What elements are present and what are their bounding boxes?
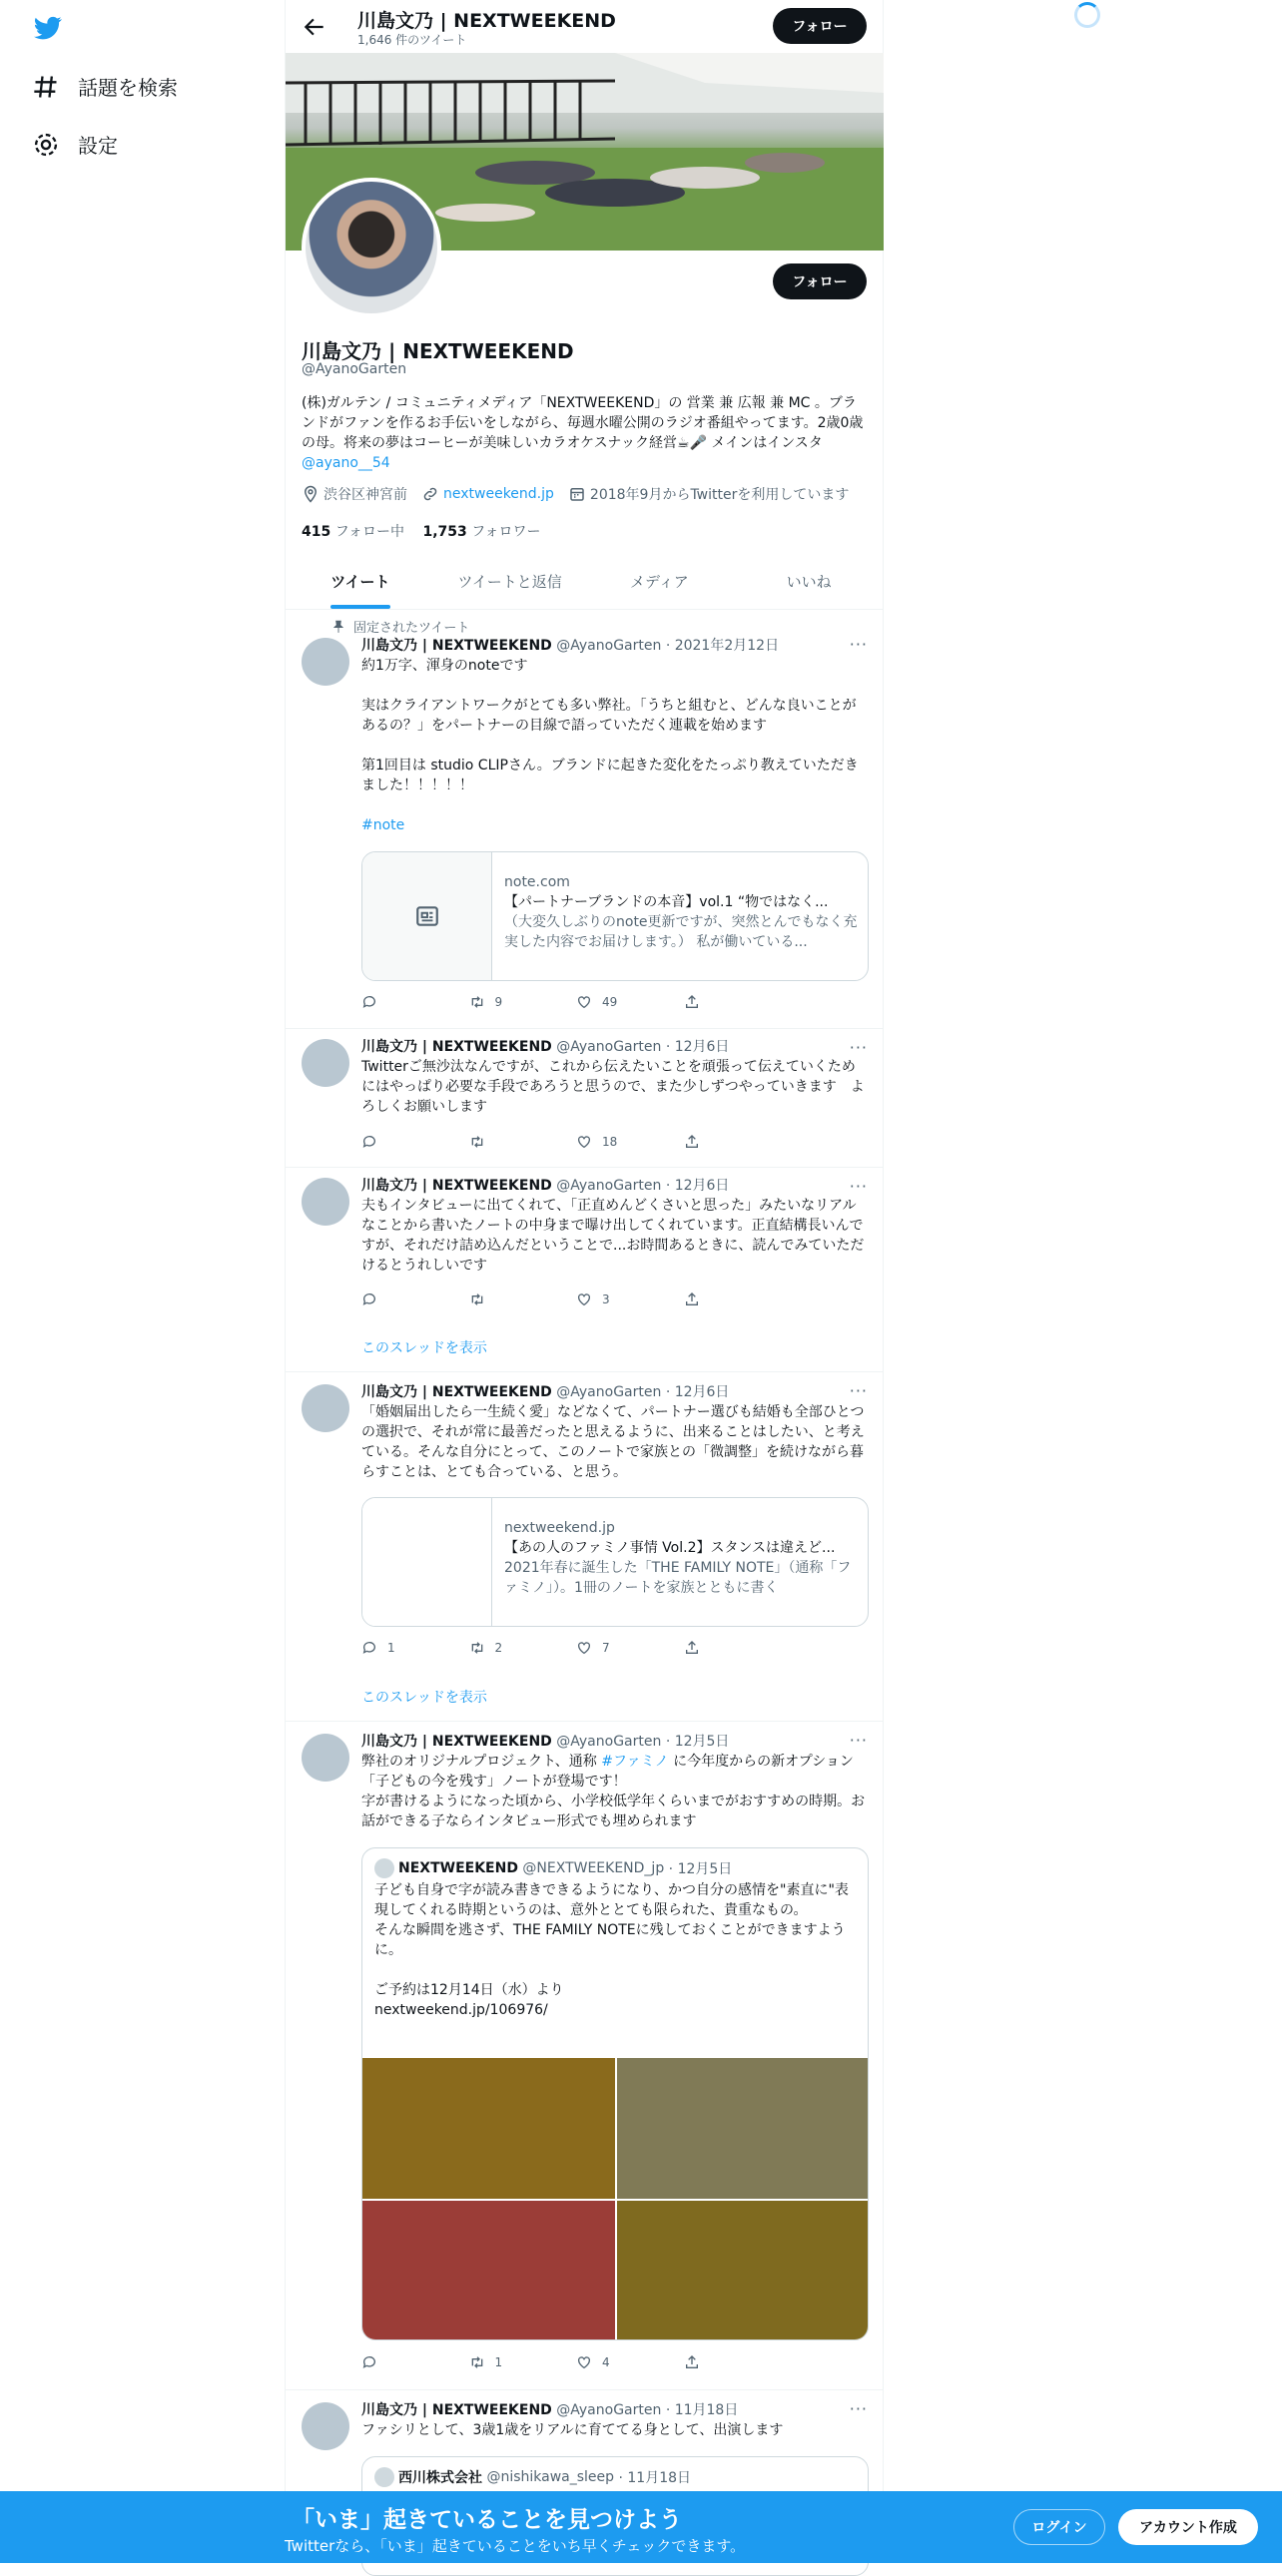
retweet-icon xyxy=(469,1134,485,1150)
nav-explore[interactable] xyxy=(32,72,178,101)
like-button[interactable] xyxy=(576,1134,684,1150)
like-button[interactable] xyxy=(576,1291,684,1307)
nav-settings-label: 設定 xyxy=(78,134,118,158)
tweet-actions xyxy=(361,1291,791,1307)
quote-text: 子ども自身で字が読み書きできるようになり、かつ自分の感情を"素直に"表現してくれる時期というのは、意外ととても限られた、貴重なもの。 そんな瞬間を逃さず、THE FAMILY NOTEに残しておくことができますように。 ご予約は12月14日（水）より nextweekend.jp/106976/ xyxy=(374,1882,849,2018)
link-card[interactable] xyxy=(361,1497,869,1627)
share-icon xyxy=(684,994,700,1010)
nav-explore-label: 話題を検索 xyxy=(78,76,178,100)
profile-name: 川島文乃 | NEXTWEEKEND xyxy=(302,339,574,363)
tweet[interactable] xyxy=(286,1168,884,1372)
tweet-hashtag[interactable]: #note xyxy=(361,817,405,833)
profile-handle: @AyanoGarten xyxy=(302,361,407,377)
quote-author-name: NEXTWEEKEND xyxy=(398,1860,518,1876)
tweet-pinned[interactable] xyxy=(286,610,884,1029)
more-icon[interactable]: ··· xyxy=(849,1731,868,1750)
tweet-author-name[interactable]: 川島文乃 | NEXTWEEKEND xyxy=(361,2402,552,2418)
share-icon xyxy=(684,1134,700,1150)
card-thumbnail xyxy=(362,852,492,980)
tab-media[interactable]: メディア xyxy=(629,573,689,591)
quote-author-name: 西川株式会社 xyxy=(398,2470,482,2486)
tweet-text xyxy=(361,1752,869,1831)
location-pin-icon xyxy=(302,485,320,503)
tweet-actions xyxy=(361,1134,791,1150)
tweet-date[interactable]: · 12月6日 xyxy=(665,1039,730,1055)
reply-count: 1 xyxy=(387,1641,395,1655)
profile-bio xyxy=(302,393,869,473)
tweet-author-name[interactable]: 川島文乃 | NEXTWEEKEND xyxy=(361,1178,552,1194)
tweet[interactable] xyxy=(286,1029,884,1168)
following-link[interactable] xyxy=(302,524,404,540)
share-icon xyxy=(684,1291,700,1307)
link-icon xyxy=(421,485,439,503)
tweet-hashtag[interactable]: #ファミノ xyxy=(601,1754,669,1770)
tweet[interactable] xyxy=(286,1722,884,2390)
followers-link[interactable] xyxy=(422,524,540,540)
following-count: 415 xyxy=(302,524,331,540)
nav-settings[interactable] xyxy=(32,130,118,159)
more-icon[interactable]: ··· xyxy=(849,635,868,654)
show-thread-link[interactable]: このスレッドを表示 xyxy=(361,1690,487,1706)
tweet-avatar[interactable] xyxy=(302,1178,349,1226)
share-button[interactable] xyxy=(684,1640,792,1656)
share-icon xyxy=(684,2354,700,2370)
link-card[interactable] xyxy=(361,851,869,981)
like-count: 3 xyxy=(602,1292,610,1306)
tweet-author-name[interactable]: 川島文乃 | NEXTWEEKEND xyxy=(361,1384,552,1400)
loading-spinner-icon xyxy=(1074,2,1100,28)
tweet-author-line xyxy=(361,636,869,656)
more-icon[interactable]: ··· xyxy=(849,1038,868,1057)
hashtag-icon xyxy=(32,73,60,101)
quote-handle: @nishikawa_sleep xyxy=(486,2469,615,2485)
location-text: 渋谷区神宮前 xyxy=(323,487,407,503)
profile-follow-button[interactable]: フォロー xyxy=(773,263,867,299)
tweet-author-name[interactable]: 川島文乃 | NEXTWEEKEND xyxy=(361,638,552,654)
card-thumbnail xyxy=(362,1498,492,1626)
quote-date: · 12月5日 xyxy=(668,1861,733,1877)
reply-icon xyxy=(361,1640,377,1656)
share-button[interactable] xyxy=(684,1291,792,1307)
header-follow-button[interactable]: フォロー xyxy=(773,8,867,44)
reply-icon xyxy=(361,1134,377,1150)
retweet-button[interactable] xyxy=(469,1134,577,1150)
show-thread-link[interactable]: このスレッドを表示 xyxy=(361,1340,487,1356)
pinned-label-text: 固定されたツイート xyxy=(353,621,470,636)
twitter-logo-icon[interactable] xyxy=(32,14,64,42)
tweet-author-line xyxy=(361,1176,869,1196)
tweet-avatar[interactable] xyxy=(302,1039,349,1087)
following-label: フォロー中 xyxy=(334,524,404,540)
header-tweet-count: 1,646 件のツイート xyxy=(357,33,467,47)
like-button[interactable] xyxy=(576,994,684,1010)
tweet-text: Twitterご無沙汰なんですが、これから伝えたいことを頑張って伝えていくためにはやっぱり必要な手段であろうと思うので、また少しずつやっていきます よろしくお願いします xyxy=(361,1059,865,1115)
quote-media-grid xyxy=(362,2058,869,2340)
tweet-handle[interactable]: @AyanoGarten xyxy=(556,2402,662,2418)
tweet-text: 夫もインタビューに出てくれて、「正直めんどくさいと思った」みたいなリアルなことから書いたノートの中身まで曝け出してくれています。正直結構長いんですが、それだけ詰め込んだということで...お時間あるときに、読んでみていただけるとうれしいです xyxy=(361,1198,865,1274)
reply-button[interactable] xyxy=(361,2354,469,2370)
quote-date: · 11月18日 xyxy=(618,2470,692,2486)
retweet-icon xyxy=(469,1640,485,1656)
tweet-actions xyxy=(361,2354,791,2370)
tweet-actions xyxy=(361,994,791,1010)
profile-stats xyxy=(302,521,541,541)
tweet-avatar[interactable] xyxy=(302,2402,349,2450)
tweet-handle[interactable]: @AyanoGarten xyxy=(556,1039,662,1055)
login-button[interactable]: ログイン xyxy=(1013,2509,1105,2545)
pinned-label xyxy=(331,617,469,636)
main-column xyxy=(285,0,884,2563)
retweet-count: 9 xyxy=(494,995,503,1009)
more-icon[interactable]: ··· xyxy=(849,1177,868,1196)
more-icon[interactable]: ··· xyxy=(849,1381,868,1400)
quote-avatar xyxy=(374,1858,394,1878)
media-image-4[interactable] xyxy=(617,2201,869,2340)
tweet-text: 約1万字、渾身のnoteです 実はクライアントワークがとても多い弊社。「うちと組むと、どんな良いことがあるの？」をパートナーの目線で語っていただく連載を始めます 第1回目は studio CLIPさん。ブランドに起きた変化をたっぷり教えていただきました！！！！！ xyxy=(361,658,859,793)
signup-banner xyxy=(0,2491,1282,2563)
media-image-3[interactable] xyxy=(362,2201,615,2340)
card-title: 【あの人のファミノ事情 Vol.2】スタンスは違えど... xyxy=(504,1540,836,1556)
reply-button[interactable] xyxy=(361,1291,469,1307)
website-link[interactable]: nextweekend.jp xyxy=(443,486,554,502)
tweet-actions xyxy=(361,1640,791,1656)
like-count: 49 xyxy=(602,995,618,1009)
website[interactable] xyxy=(421,485,554,503)
retweet-icon xyxy=(469,1291,485,1307)
reply-icon xyxy=(361,1291,377,1307)
quote-handle: @NEXTWEEKEND_jp xyxy=(522,1860,665,1876)
joined xyxy=(568,484,849,504)
tab-likes[interactable]: いいね xyxy=(786,573,832,591)
profile-meta xyxy=(302,484,849,504)
card-domain: nextweekend.jp xyxy=(504,1520,615,1536)
reply-button[interactable] xyxy=(361,1640,469,1656)
tweet[interactable] xyxy=(286,1372,884,1722)
tweet-date[interactable]: · 12月5日 xyxy=(665,1734,730,1750)
retweet-button[interactable] xyxy=(469,2354,577,2370)
tab-tweets-replies[interactable]: ツイートと返信 xyxy=(457,573,562,591)
card-title: 【パートナーブランドの本音】vol.1 “物ではなく... xyxy=(504,894,829,910)
tweet-text: ファシリとして、3歳1歳をリアルに育ててる身として、出演します xyxy=(361,2422,784,2438)
retweet-count: 1 xyxy=(494,2355,503,2369)
tweet-author-line xyxy=(361,1037,869,1057)
tweet-date[interactable]: · 12月6日 xyxy=(665,1384,730,1400)
bio-text: (株)ガルテン / コミュニティメディア「NEXTWEEKEND」の 営業 兼 広報 兼 MC 。ブランドがファンを作るお手伝いをしながら、毎週水曜公開のラジオ番組やってます。2歳0歳の母。将来の夢はコーヒーが美味しいカラオケスナック経営☕🎤 メインはインスタ xyxy=(302,395,864,451)
pin-icon xyxy=(331,620,345,634)
tweet-date[interactable]: · 2021年2月12日 xyxy=(665,638,780,654)
heart-icon xyxy=(576,994,592,1010)
heart-icon xyxy=(576,1291,592,1307)
header-name: 川島文乃 | NEXTWEEKEND xyxy=(357,10,616,32)
tweet-text-before: 弊社のオリジナルプロジェクト、通称 xyxy=(361,1754,602,1770)
tweet-handle[interactable]: @AyanoGarten xyxy=(556,1178,662,1194)
tweet-date[interactable]: · 12月6日 xyxy=(665,1178,730,1194)
retweet-button[interactable] xyxy=(469,1291,577,1307)
tweet-avatar[interactable] xyxy=(302,638,349,686)
reply-icon xyxy=(361,994,377,1010)
share-icon xyxy=(684,1640,700,1656)
card-domain: note.com xyxy=(504,874,570,890)
like-count: 4 xyxy=(602,2355,610,2369)
quote-avatar xyxy=(374,2467,394,2487)
like-button[interactable] xyxy=(576,2354,684,2370)
tweet-author-name[interactable]: 川島文乃 | NEXTWEEKEND xyxy=(361,1734,552,1750)
retweet-button[interactable] xyxy=(469,1640,577,1656)
tweet-author-line xyxy=(361,2400,869,2420)
retweet-button[interactable] xyxy=(469,994,577,1010)
share-button[interactable] xyxy=(684,2354,792,2370)
reply-button[interactable] xyxy=(361,1134,469,1150)
gear-icon xyxy=(32,131,60,159)
heart-icon xyxy=(576,2354,592,2370)
like-button[interactable] xyxy=(576,1640,684,1656)
tweet-text-after: に今年度からの新オプション「子どもの今を残す」ノートが登場です！ 字が書けるようになった頃から、小学校低学年くらいまでがおすすめの時期。お話ができる子ならインタビュー形式でも埋められます xyxy=(361,1754,866,1829)
joined-text: 2018年9月からTwitterを利用しています xyxy=(589,487,850,503)
profile-tabs xyxy=(286,555,884,610)
followers-label: フォロワー xyxy=(471,524,541,540)
tweet-avatar[interactable] xyxy=(302,1384,349,1432)
retweet-count: 2 xyxy=(494,1641,503,1655)
quote-tweet[interactable] xyxy=(361,1847,869,2340)
reply-button[interactable] xyxy=(361,994,469,1010)
tweet-author-name[interactable]: 川島文乃 | NEXTWEEKEND xyxy=(361,1039,552,1055)
location xyxy=(302,484,407,504)
article-icon xyxy=(414,903,440,929)
followers-count: 1,753 xyxy=(422,524,467,540)
like-count: 18 xyxy=(602,1135,618,1149)
card-description: 2021年春に誕生した「THE FAMILY NOTE」（通称「ファミノ」）。1冊のノートを家族とともに書く xyxy=(504,1560,852,1596)
reply-icon xyxy=(361,2354,377,2370)
banner-subtitle: Twitterなら、「いま」起きていることをいち早くチェックできます。 xyxy=(285,2537,746,2555)
bio-link[interactable]: @ayano__54 xyxy=(302,455,390,471)
tweet-text: 「婚姻届出したら一生続く愛」などなくて、パートナー選びも結婚も全部ひとつの選択で、それが常に最善だったと思えるように、出来ることはしたい、と考えている。そんな自分にとって、このノートで家族との「微調整」を続けながら暮らすことは、とても合っている、と思う。 xyxy=(361,1404,865,1480)
heart-icon xyxy=(576,1134,592,1150)
card-description: （大変久しぶりのnote更新ですが、突然とんでもなく充実した内容でお届けします。） 私が働いている... xyxy=(504,914,858,950)
tweet-handle[interactable]: @AyanoGarten xyxy=(556,1384,662,1400)
profile-header xyxy=(286,0,883,53)
tweet-handle[interactable]: @AyanoGarten xyxy=(556,1734,662,1750)
tab-tweets[interactable]: ツイート xyxy=(286,555,435,609)
media-image-2[interactable] xyxy=(617,2058,869,2199)
retweet-icon xyxy=(469,994,485,1010)
tweet-date[interactable]: · 11月18日 xyxy=(665,2402,739,2418)
like-count: 7 xyxy=(602,1641,610,1655)
tweet-author-line xyxy=(361,1382,869,1402)
tweet-avatar[interactable] xyxy=(302,1734,349,1782)
share-button[interactable] xyxy=(684,1134,792,1150)
calendar-icon xyxy=(568,485,586,503)
share-button[interactable] xyxy=(684,994,792,1010)
back-arrow-icon[interactable] xyxy=(302,14,327,40)
more-icon[interactable]: ··· xyxy=(849,2399,868,2418)
heart-icon xyxy=(576,1640,592,1656)
banner-title: 「いま」起きていることを見つけよう xyxy=(292,2507,682,2533)
quote-author-line xyxy=(374,1858,732,1878)
tweet-author-line xyxy=(361,1732,869,1752)
signup-button[interactable]: アカウント作成 xyxy=(1118,2509,1258,2545)
tweet-handle[interactable]: @AyanoGarten xyxy=(556,638,662,654)
retweet-icon xyxy=(469,2354,485,2370)
profile-avatar[interactable] xyxy=(302,178,441,317)
media-image-1[interactable] xyxy=(362,2058,615,2199)
quote-author-line xyxy=(374,2467,691,2487)
